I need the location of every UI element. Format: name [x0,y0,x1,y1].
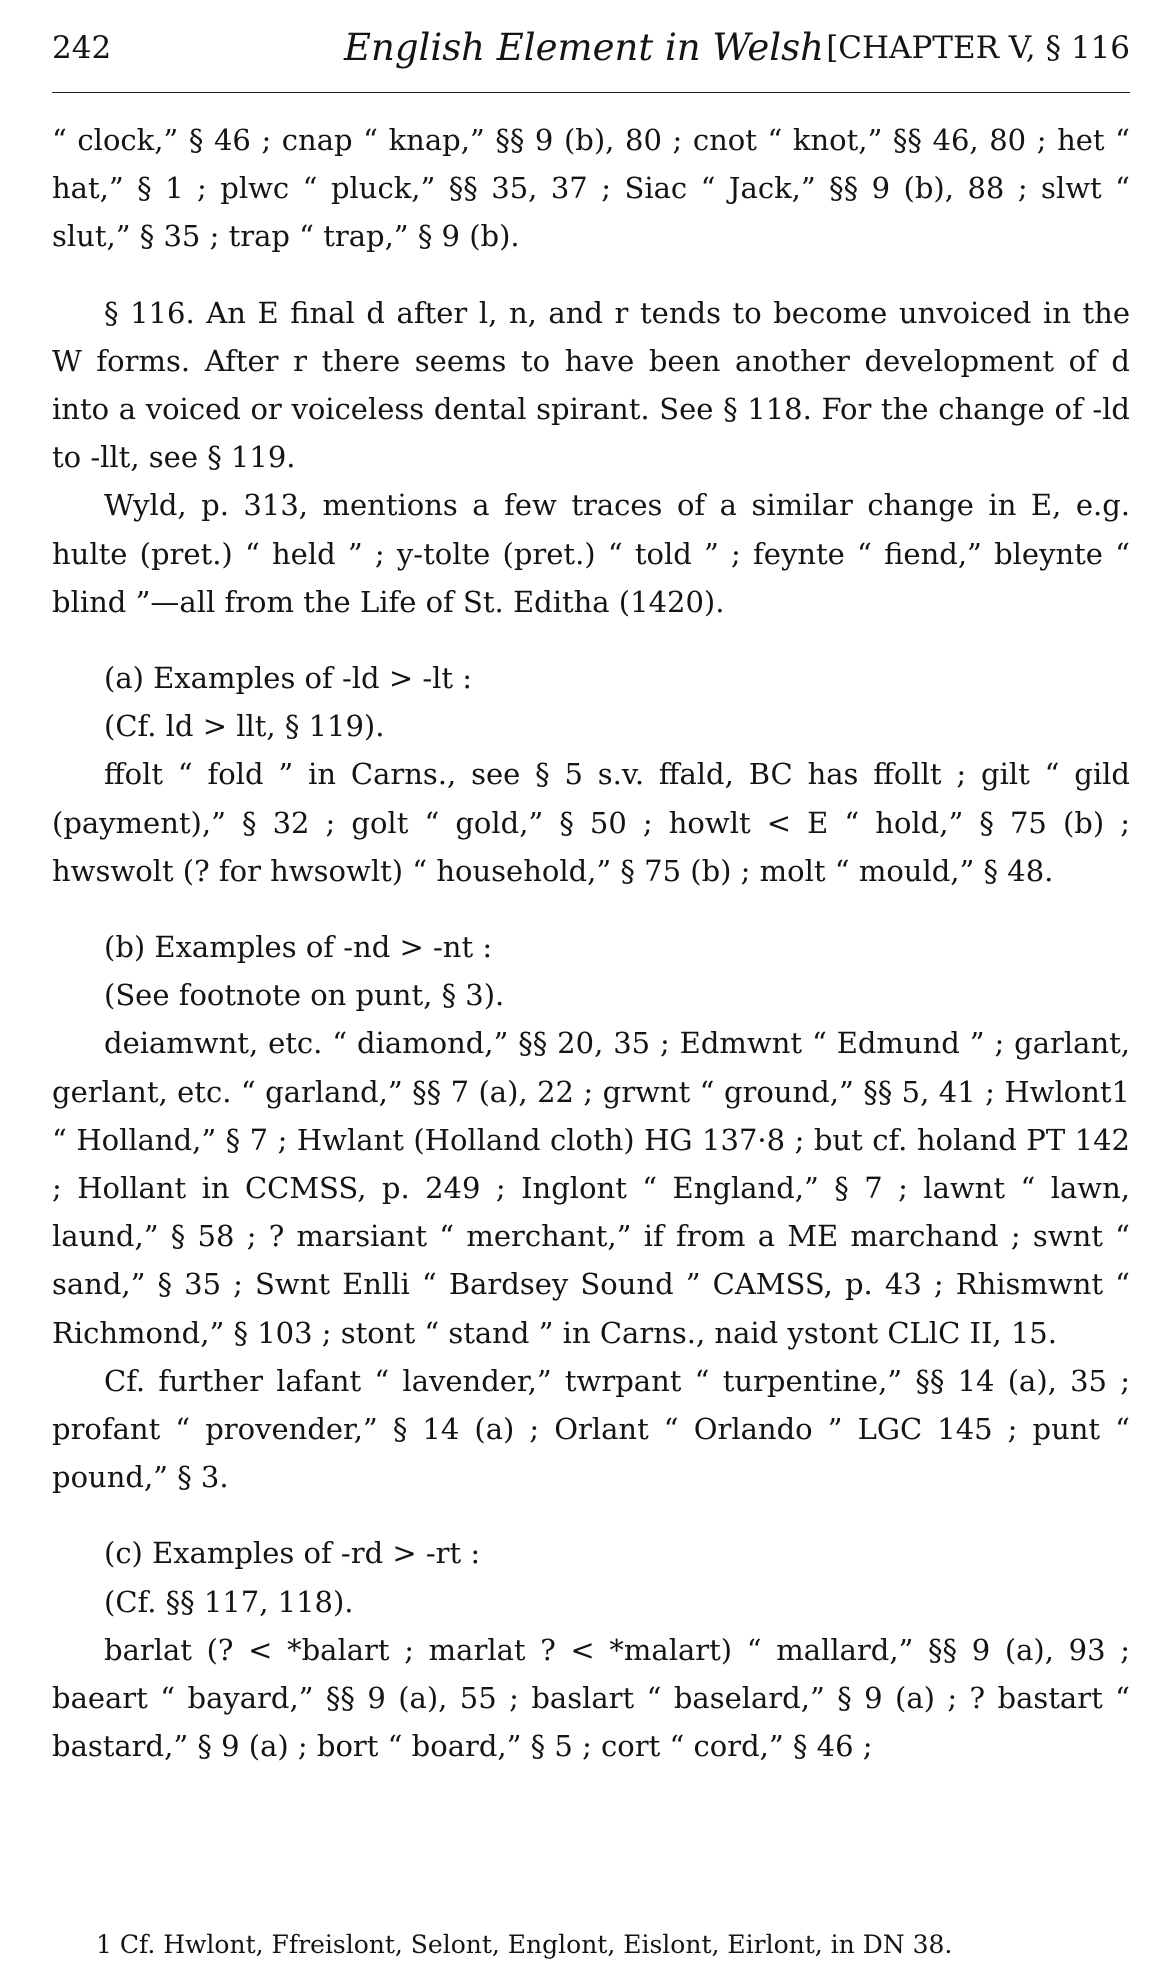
paragraph-wyld: Wyld, p. 313, mentions a few traces of a similar change in E, e.g. hulte (pret.) “ held ” ; y-tolte (pret.) “ told ” ; feynte “ fiend,” bleynte “ blind ”—all from the Life of St. Editha (1420). [52,488,1130,619]
paragraph-continuation: “ clock,” § 46 ; cnap “ knap,” §§ 9 (b), 80 ; cnot “ knot,” §§ 46, 80 ; het “ hat,” § 1 ; plwc “ pluck,” §§ 35, 37 ; Siac “ Jack,” §§ 9 (b), 88 ; slwt “ slut,” § 35 ; trap “ trap,” § 9 (b). [52,123,1130,254]
book-page [52,0,1130,1985]
footnote: 1 Cf. Hwlont, Ffreislont, Selont, Englont, Eislont, Eirlont, in DN 38. [96,1930,953,1959]
running-title: English Element in Welsh [344,26,824,69]
paragraph-section-116: § 116. An E final d after l, n, and r tends to become unvoiced in the W forms. After r there seems to have been another development of d into a voiced or voiceless dental spirant. See § 118. For the change of -ld to -llt, see § 119. [52,295,1130,475]
page-number: 242 [52,30,112,66]
examples-c: barlat (? < *balart ; marlat ? < *malart) “ mallard,” §§ 9 (a), 93 ; baeart “ bayard,” §§ 9 (a), 55 ; baslart “ baselard,” § 9 (a) ; ? bastart “ bastard,” § 9 (a) ; bort “ board,” § 5 ; cort “ cord,” § 46 ; [52,1632,1130,1764]
subheading-c: (c) Examples of -rd > -rt : [104,1536,481,1571]
running-header [52,24,1130,80]
subheading-a: (a) Examples of -ld > -lt : [104,661,473,696]
subheading-b: (b) Examples of -nd > -nt : [104,930,493,965]
header-rule [52,92,1130,93]
examples-a: ffolt “ fold ” in Carns., see § 5 s.v. ffald, BC has ffollt ; gilt “ gild (payment),” § 32 ; golt “ gold,” § 50 ; howlt < E “ hold,” § 75 (b) ; hwswolt (? for hwsowlt) “ household,” § 75 (b) ; molt “ mould,” § 48. [52,757,1130,888]
chapter-reference: [CHAPTER V, § 116 [826,30,1130,66]
examples-b-further: Cf. further lafant “ lavender,” twrpant “ turpentine,” §§ 14 (a), 35 ; profant “ provender,” § 14 (a) ; Orlant “ Orlando ” LGC 145 ; punt “ pound,” § 3. [52,1363,1130,1495]
crossref-c: (Cf. §§ 117, 118). [104,1584,354,1619]
examples-b: deiamwnt, etc. “ diamond,” §§ 20, 35 ; Edmwnt “ Edmund ” ; garlant, gerlant, etc. “ garland,” §§ 7 (a), 22 ; grwnt “ ground,” §§ 5, 41 ; Hwlont1 “ Holland,” § 7 ; Hwlant (Holland cloth) HG 137·8 ; but cf. holand PT 142 ; Hollant in CCMSS, p. 249 ; Inglont “ England,” § 7 ; lawnt “ lawn, laund,” § 58 ; ? marsiant “ merchant,” if from a ME marchand ; swnt “ sand,” § 35 ; Swnt Enlli “ Bardsey Sound ” CAMSS, p. 43 ; Rhismwnt “ Richmond,” § 103 ; stont “ stand ” in Carns., naid ystont CLlC II, 15. [52,1026,1130,1350]
crossref-b: (See footnote on punt, § 3). [104,978,505,1013]
page-body [52,116,1130,1771]
crossref-a: (Cf. ld > llt, § 119). [104,709,385,744]
